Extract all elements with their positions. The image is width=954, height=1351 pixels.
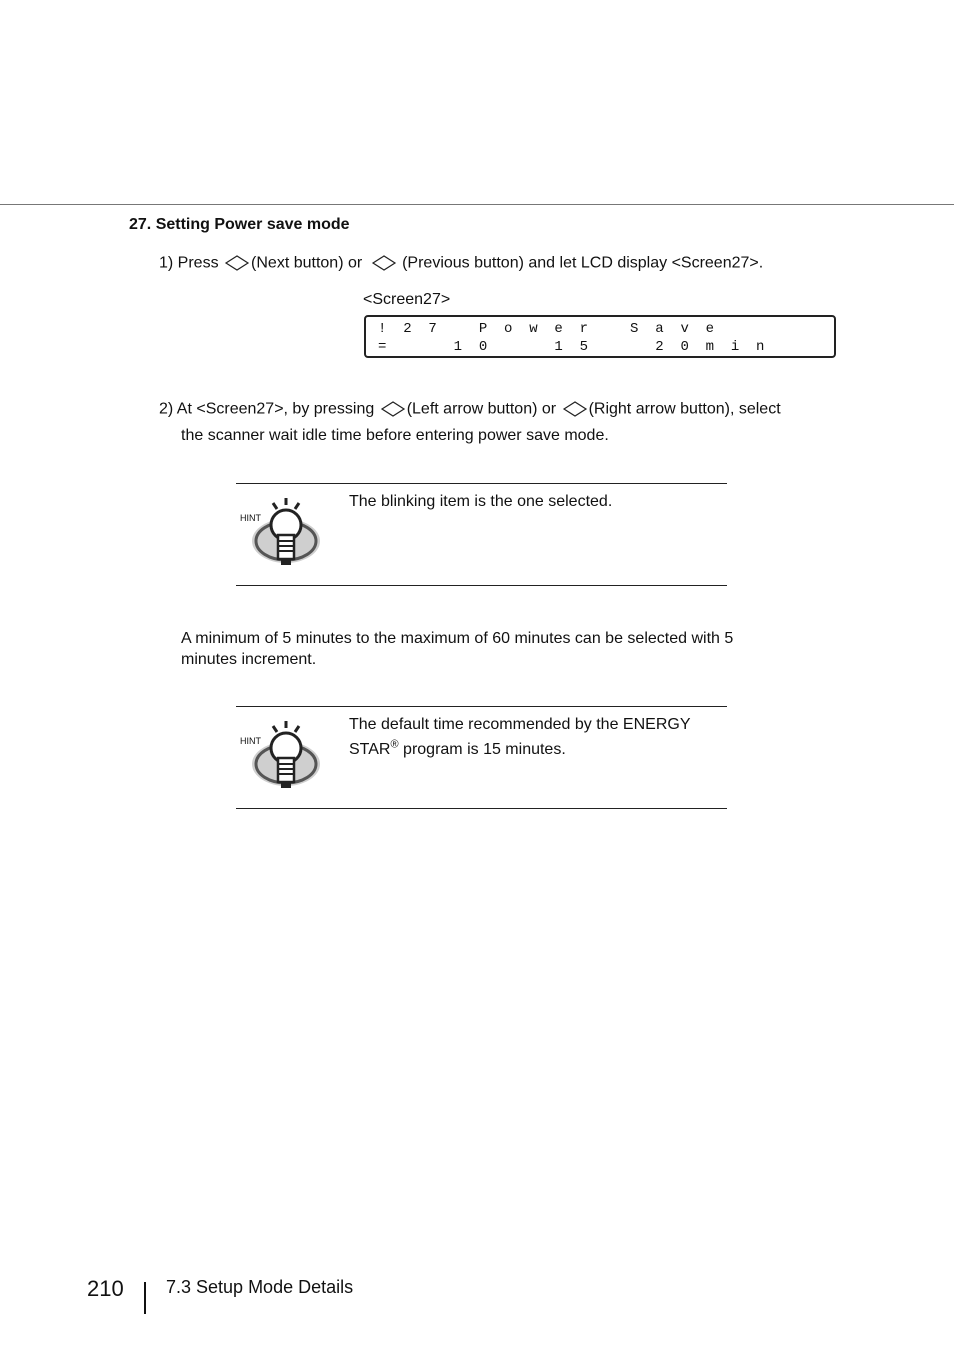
section-title: 27. Setting Power save mode: [129, 216, 350, 233]
energy-star-text: STAR: [349, 741, 391, 758]
hint-icon-label: HINT: [240, 736, 261, 746]
page-number: 210: [87, 1276, 124, 1301]
previous-button-icon: [371, 254, 397, 272]
hint-2-line-1: The default time recommended by the ENERGY: [349, 716, 691, 733]
hint-box-2: [236, 706, 727, 809]
footer-divider: [144, 1282, 146, 1314]
body-line-2: minutes increment.: [181, 651, 317, 668]
lcd-display: [364, 315, 836, 358]
hint-icon-label: HINT: [240, 513, 261, 523]
step-2-prefix: 2) At <Screen27>, by pressing: [159, 400, 375, 418]
next-button-icon: [224, 254, 250, 272]
registered-mark: ®: [390, 738, 399, 751]
step-2: [159, 398, 781, 419]
step-1: [159, 252, 763, 273]
body-line-1: A minimum of 5 minutes to the maximum of 60 minutes can be selected with 5: [181, 630, 734, 647]
left-arrow-button-icon: [380, 400, 406, 418]
lcd-row-1: ! 2 7 P o w e r S a v e: [378, 321, 715, 337]
hint-2-line-2-rest: program is 15 minutes.: [398, 741, 566, 758]
right-arrow-button-icon: [562, 400, 588, 418]
screen-label: <Screen27>: [363, 291, 451, 308]
hint-lightbulb-icon: [238, 495, 328, 571]
hint-box-1: [236, 483, 727, 586]
step-1-next-label: (Next button) or: [251, 254, 363, 272]
step-1-prefix: 1) Press: [159, 254, 219, 272]
step-2-left-label: (Left arrow button) or: [406, 400, 557, 418]
footer-section-title: 7.3 Setup Mode Details: [166, 1277, 354, 1297]
hint-1-text: The blinking item is the one selected.: [349, 493, 613, 510]
step-2-right-label: (Right arrow button), select: [588, 400, 781, 418]
lcd-row-2: = 1 0 1 5 2 0 m i n: [378, 339, 765, 355]
header-rule: [0, 204, 954, 205]
hint-2-text: [349, 712, 729, 762]
hint-2-line-2: [349, 737, 729, 762]
hint-lightbulb-icon: [238, 718, 328, 794]
step-2-line-2: the scanner wait idle time before entering power save mode.: [181, 427, 609, 444]
step-1-prev-label: (Previous button) and let LCD display <Screen27>.: [402, 254, 764, 272]
